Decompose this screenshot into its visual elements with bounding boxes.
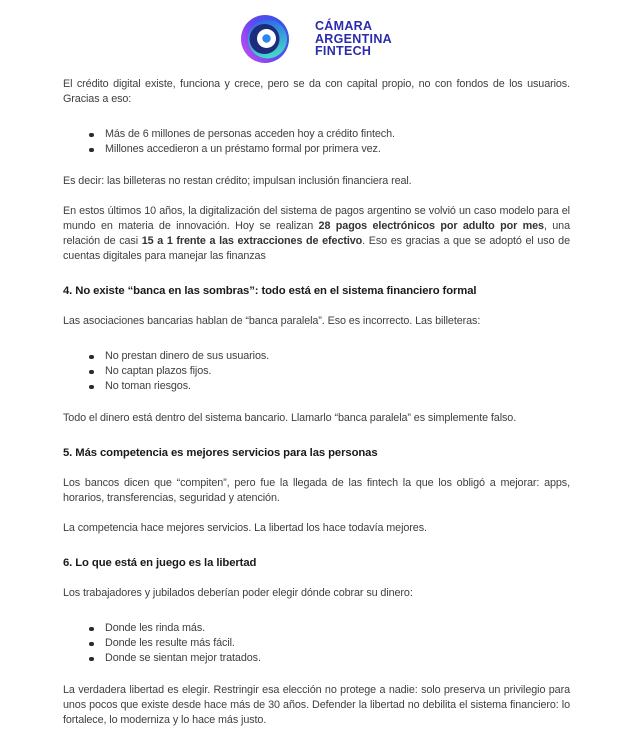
list-item: No prestan dinero de sus usuarios. [63,349,570,364]
bold-stat-relacion: 15 a 1 frente a las extracciones de efectivo [141,235,363,247]
paragraph-libertad: La verdadera libertad es elegir. Restringir esa elección no protege a nadie: solo preserva un privilegio para unos pocos que existe desde hace más de 30 años. Defender la libertad no debilita el sistema financiero: lo fortalece, lo moderniza y lo hace más justo. [63,684,570,726]
logo-wordmark [315,20,392,58]
list-item: Más de 6 millones de personas acceden hoy a crédito fintech. [63,127,570,142]
list-item: Donde les rinda más. [63,621,570,636]
paragraph-pagos [63,204,570,264]
text-segment: En estos últimos 10 años, la digitalización del sistema de pagos argentino se volvió un caso modelo para el mundo en materia de innovación. Hoy se realizan [63,205,570,232]
text-segment: . Eso es gracias a que se adoptó el uso de cuentas digitales para manejar las finanzas [63,235,570,262]
paragraph-trabajadores: Los trabajadores y jubilados deberían poder elegir dónde cobrar su dinero: [63,587,413,599]
document-body [63,68,570,728]
bullet-list-credit [63,127,570,157]
logo-wordmark-line: CÁMARA [314,19,373,34]
paragraph-bancos: Los bancos dicen que “compiten”, pero fue la llegada de las fintech la que los obligó a mejorar: apps, horarios, transferencias, seguridad y atención. [63,477,570,504]
list-item: No captan plazos fijos. [63,364,570,379]
list-item: Millones accedieron a un préstamo formal por primera vez. [63,142,570,157]
paragraph-asociaciones: Las asociaciones bancarias hablan de “banca paralela”. Eso es incorrecto. Las billeteras: [63,315,481,327]
list-item: No toman riesgos. [63,379,570,394]
fintech-logo-icon [241,15,289,63]
bullet-list-billeteras [63,349,570,394]
paragraph-competencia: La competencia hace mejores servicios. La libertad los hace todavía mejores. [63,522,427,534]
section-heading-4: 4. No existe “banca en las sombras”: todo está en el sistema financiero formal [63,285,477,297]
paragraph-dinero: Todo el dinero está dentro del sistema bancario. Llamarlo “banca paralela” es simplemente falso. [63,412,517,424]
bold-stat-pagos: 28 pagos electrónicos por adulto por mes [318,220,544,232]
text-segment: , una relación de casi [63,220,570,247]
list-item: Donde les resulte más fácil. [63,636,570,651]
logo [0,0,633,68]
logo-wordmark-line: FINTECH [314,44,372,59]
section-heading-6: 6. Lo que está en juego es la libertad [63,557,257,569]
list-item: Donde se sientan mejor tratados. [63,651,570,666]
paragraph-intro: El crédito digital existe, funciona y crece, pero se da con capital propio, no con fondos de los usuarios. Gracias a eso: [63,78,570,105]
paragraph-es-decir: Es decir: las billeteras no restan crédito; impulsan inclusión financiera real. [63,175,412,187]
bullet-list-donde [63,621,570,666]
logo-wordmark-line: ARGENTINA [314,31,392,46]
section-heading-5: 5. Más competencia es mejores servicios para las personas [63,447,378,459]
